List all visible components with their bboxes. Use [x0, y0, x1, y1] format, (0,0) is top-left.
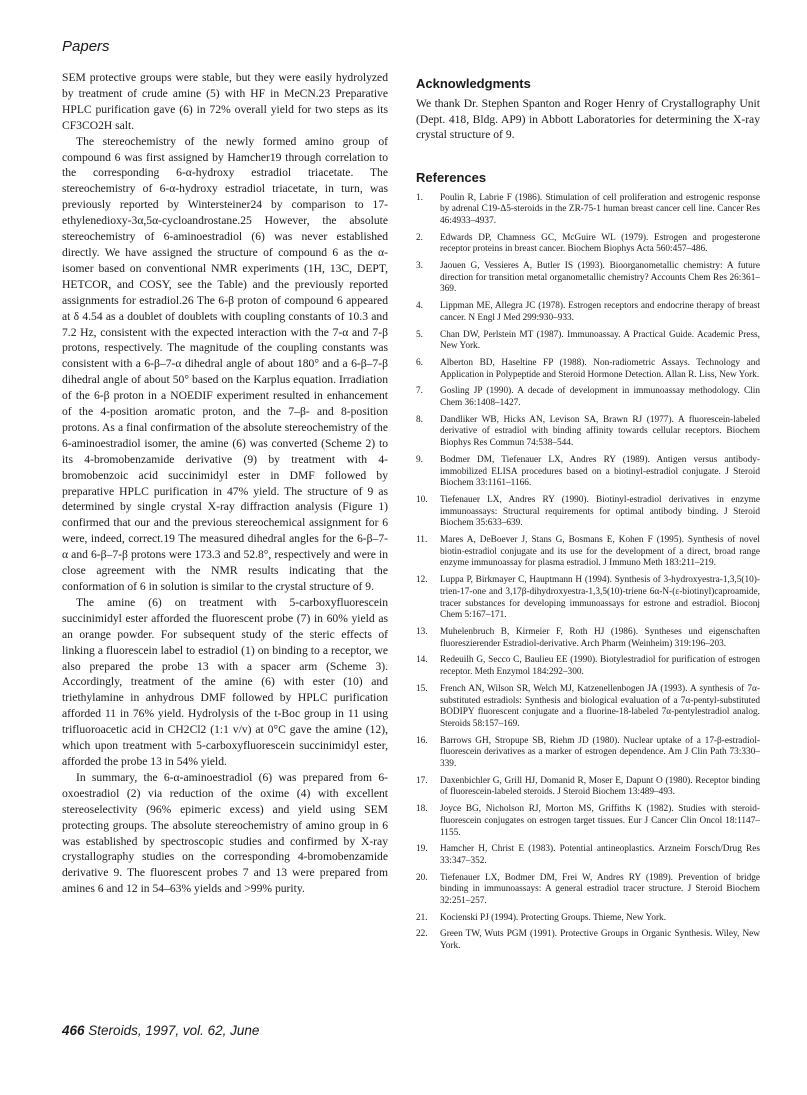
- reference-text: Lippman ME, Allegra JC (1978). Estrogen receptors and endocrine therapy of breast cancer. N Engl J Med 299:930–933.: [440, 301, 760, 323]
- reference-item: [416, 913, 760, 925]
- references-heading: References: [416, 169, 487, 185]
- body-text-column: [62, 70, 388, 897]
- reference-number: 1.: [416, 192, 423, 203]
- reference-text: Jaouen G, Vessieres A, Butler IS (1993). Bioorganometallic chemistry: A future direction for transition metal organometallic chemistry? Accounts Chem Res 26:361–369.: [440, 261, 760, 295]
- reference-item: [416, 193, 760, 228]
- reference-number: 20.: [416, 872, 428, 883]
- reference-text: Daxenbichler G, Grill HJ, Domanid R, Moser E, Dapunt O (1980). Receptor binding of fluorescein-labeled steroids. J Steroid Biochem 13:489–493.: [440, 775, 760, 798]
- reference-item: [416, 301, 760, 324]
- reference-number: 11.: [416, 535, 428, 546]
- page-footer: [62, 1023, 259, 1038]
- reference-number: 8.: [416, 414, 423, 425]
- reference-text: Gosling JP (1990). A decade of development in immunoassay methodology. Clin Chem 36:1408–1427.: [440, 386, 760, 409]
- reference-text: Chan DW, Perlstein MT (1987). Immunoassay. A Practical Guide. Academic Press, New York.: [440, 329, 760, 352]
- reference-text: Bodmer DM, Tiefenauer LX, Andres RY (1989). Antigen versus antibody-immobilized ELISA procedures based on a biotinyl-estradiol conjugate. J Steroid Biochem 33:1161–1166.: [440, 454, 760, 489]
- reference-number: 16.: [416, 735, 428, 746]
- reference-number: 13.: [416, 627, 428, 637]
- reference-number: 12.: [416, 575, 428, 586]
- reference-number: 21.: [416, 912, 428, 923]
- reference-text: Tiefenauer LX, Andres RY (1990). Biotinyl-estradiol derivatives in enzyme immunoassays: Structural requirements for optimal antibody binding. J Steroid Biochem 35:633–639.: [440, 494, 760, 529]
- reference-item: [416, 844, 760, 867]
- reference-item: [416, 873, 760, 908]
- reference-item: [416, 415, 760, 450]
- body-paragraph: The stereochemistry of the newly formed amino group of compound 6 was first assigned by Hamcher19 through correlation to the corresponding 6-α-hydroxy estradiol triacetate. The stereochemistry of 6-α-hydroxy estradiol triacetate, in turn, was previously reported by Wintersteiner24 by comparison to 17-ethylenedioxy-3α,5α-cycloandrostane.25 However, the absolute stereochemistry of 6-aminoestradiol (6) was never established directly. We have assigned the structure of compound 6 as the α-isomer based on conventional NMR experiments (1H, 13C, DEPT, HETCOR, and COSY, see the Table) and the previously reported assignments for estradiol.26 The 6-β proton of compound 6 appeared at δ 4.54 as a doublet of doublets with coupling constants of 10.3 and 7.2 Hz, consistent with the expected interaction with the 7-α and 7-β protons, respectively. The magnitude of the coupling constants was consistent with a 6-β–7-α dihedral angle of about 180° and a 6-β–7-β dihedral angle of about 50° based on the Karplus equation. Irradiation of the 6-β proton in a NOEDIF experiment resulted in enhancement of the 4-position aromatic proton, and the 7–β- and 8-position protons. As a final confirmation of the absolute stereochemistry of the 6-aminoestradiol isomer, the amine (6) was converted (Scheme 2) to its 4-bromobenzamide derivative (9) by treatment with 4-bromobenzoic acid succinimidyl ester in DMF followed by preparative HPLC purification in 47% yield. The structure of 9 as determined by single crystal X-ray diffraction analysis (Figure 1) confirmed that our and the previous stereochemical assignment for 6 were, indeed, correct.19 The measured dihedral angles for the 6-β–7-α and 6-β–7-β protons were 173.3 and 52.8°, respectively and were in close agreement with the NMR results indicating that the conformation of 6 in solution is similar to the crystal structure of 9.: [62, 134, 388, 593]
- reference-text: Hamcher H, Christ E (1983). Potential antineoplastics. Arzneim Forsch/Drug Res 33:347–352.: [440, 844, 760, 866]
- reference-item: [416, 455, 760, 490]
- reference-number: 14.: [416, 655, 428, 666]
- reference-number: 22.: [416, 929, 428, 940]
- journal-info: Steroids, 1997, vol. 62, June: [88, 1023, 260, 1038]
- section-header: Papers: [62, 38, 110, 55]
- reference-text: French AN, Wilson SR, Welch MJ, Katzenellenbogen JA (1993). A synthesis of 7α-substituted estradiols: Synthesis and biological evaluation of a 7α-pentyl-substituted BODIPY fluorescent conjugate and a fluorine-18-labeled 7α-pentylestradiol analog. Steroids 58:157–169.: [440, 683, 760, 729]
- reference-item: [416, 358, 760, 381]
- reference-number: 15.: [416, 683, 428, 694]
- reference-item: [416, 655, 760, 678]
- reference-item: [416, 386, 760, 409]
- body-paragraph: SEM protective groups were stable, but they were easily hydrolyzed by treatment of crude amine (5) with HF in MeCN.23 Preparative HPLC purification gave (6) in 72% overall yield for two steps as its CF3CO2H salt.: [62, 71, 388, 132]
- reference-text: Dandliker WB, Hicks AN, Levison SA, Brawn RJ (1977). A fluorescein-labeled derivative of estradiol with binding affinity towards cellular receptors. Biochem Biophys Res Commun 74:538–544.: [440, 414, 760, 449]
- reference-number: 2.: [416, 232, 423, 243]
- reference-number: 17.: [416, 775, 428, 786]
- reference-text: Joyce BG, Nicholson RJ, Morton MS, Griffiths K (1982). Studies with steroid-fluorescein conjugates on estrogen target tissues. Eur J Cancer Clin Oncol 18:1147–1155.: [440, 804, 760, 838]
- body-paragraph: The amine (6) on treatment with 5-carboxyfluorescein succinimidyl ester afforded the fluorescent probe (7) in 60% yield as an orange powder. For subsequent study of the steric effects of linking a fluorescein label to estradiol (1) on binding to a receptor, we also prepared the probe 13 with a spacer arm (Scheme 3). Accordingly, treatment of the amine (6) with ester (10) and triethylamine in anhydrous DMF followed by HPLC purification afforded 11 in 76% yield. Hydrolysis of the t-Boc group in 11 using trifluoroacetic acid in CH2Cl2 (1:1 v/v) at 0°C gave the amine (12), which upon treatment with 5-carboxyfluorescein succinimidyl ester, afforded the probe 13 in 54% yield.: [62, 595, 388, 768]
- reference-number: 3.: [416, 261, 423, 272]
- reference-text: Muhelenbruch B, Kirmeier F, Roth HJ (1986). Syntheses und eigenschaften fluoreszierender Estradiol-derivative. Arch Pharm (Weinheim) 319:196–203.: [440, 627, 760, 649]
- reference-list: [416, 193, 760, 953]
- reference-item: [416, 776, 760, 799]
- reference-text: Barrows GH, Stropupe SB, Riehm JD (1980). Nuclear uptake of a 17-β-estradiol-fluorescein derivatives as a marker of estrogen dependence. Am J Clin Path 73:330–339.: [440, 735, 760, 770]
- reference-item: [416, 804, 760, 839]
- acknowledgments-text: We thank Dr. Stephen Spanton and Roger Henry of Crystallography Unit (Dept. 418, Bldg. AP9) in Abbott Laboratories for determining the X-ray crystal structure of 9.: [416, 97, 760, 141]
- reference-item: [416, 495, 760, 530]
- reference-number: 4.: [416, 301, 423, 312]
- reference-number: 10.: [416, 494, 428, 505]
- reference-text: Tiefenauer LX, Bodmer DM, Frei W, Andres RY (1989). Prevention of bridge binding in immunoassays: A general estradiol tracer structure. J Steroid Biochem 32:251–257.: [440, 872, 760, 907]
- reference-number: 6.: [416, 357, 423, 368]
- reference-number: 9.: [416, 454, 423, 465]
- body-paragraph: In summary, the 6-α-aminoestradiol (6) was prepared from 6-oxoestradiol (2) via reduction of the oxime (4) with excellent stereoselectivity (96% epimeric excess) and yield using SEM protecting groups. The absolute stereochemistry of amino group in 6 was established by spectroscopic studies and confirmed by X-ray crystallography studies on the corresponding 4-bromobenzamide derivative 9. The fluorescent probes 7 and 13 were prepared from amines 6 and 12 in 54–63% yields and >99% purity.: [62, 770, 388, 896]
- reference-text: Luppa P, Birkmayer C, Hauptmann H (1994). Synthesis of 3-hydroxyestra-1,3,5(10)-trien-17-one and 3,17β-dihydroxyestra-1,3,5(10)-triene 6α-N-(ε-biotinyl)caproamide, tracer substances for developing immunoassays for estrone and estradiol. Bioconj Chem 5:167–171.: [440, 575, 760, 621]
- reference-text: Redeuilh G, Secco C, Baulieu EE (1990). Biotylestradiol for purification of estrogen receptor. Meth Enzymol 184:292–300.: [440, 655, 760, 678]
- reference-item: [416, 575, 760, 622]
- reference-item: [416, 684, 760, 731]
- reference-text: Alberton BD, Haseltine FP (1988). Non-radiometric Assays. Technology and Application in Polypeptide and Steroid Hormone Detection. Allan R. Liss, New York.: [440, 357, 760, 380]
- reference-item: [416, 535, 760, 570]
- right-column: [416, 76, 760, 958]
- reference-item: [416, 929, 760, 952]
- reference-text: Kocienski PJ (1994). Protecting Groups. Thieme, New York.: [440, 912, 667, 923]
- reference-number: 5.: [416, 329, 423, 340]
- page-number: 466: [62, 1023, 85, 1038]
- reference-number: 18.: [416, 804, 428, 815]
- reference-number: 7.: [416, 386, 423, 397]
- reference-text: Green TW, Wuts PGM (1991). Protective Groups in Organic Synthesis. Wiley, New York.: [440, 929, 760, 952]
- reference-text: Mares A, DeBoever J, Stans G, Bosmans E, Kohen F (1995). Synthesis of novel biotin-estradiol conjugate and its use for the development of a direct, broad range enzyme immunoassay for plasma estradiol. J Immuno Meth 183:211–219.: [440, 535, 760, 569]
- reference-item: [416, 736, 760, 771]
- reference-text: Edwards DP, Chamness GC, McGuire WL (1979). Estrogen and progesterone receptor proteins in breast cancer. Biochem Biophys Acta 560:457–486.: [440, 232, 760, 255]
- reference-text: Poulin R, Labrie F (1986). Stimulation of cell proliferation and estrogenic response by adrenal C19-Δ5-steroids in the ZR-75-1 human breast cancer cell line. Cancer Res 46:4933–4937.: [440, 192, 760, 226]
- reference-item: [416, 233, 760, 256]
- reference-item: [416, 261, 760, 296]
- acknowledgments-heading: Acknowledgments: [416, 76, 531, 91]
- reference-item: [416, 627, 760, 650]
- reference-number: 19.: [416, 844, 428, 855]
- reference-item: [416, 330, 760, 353]
